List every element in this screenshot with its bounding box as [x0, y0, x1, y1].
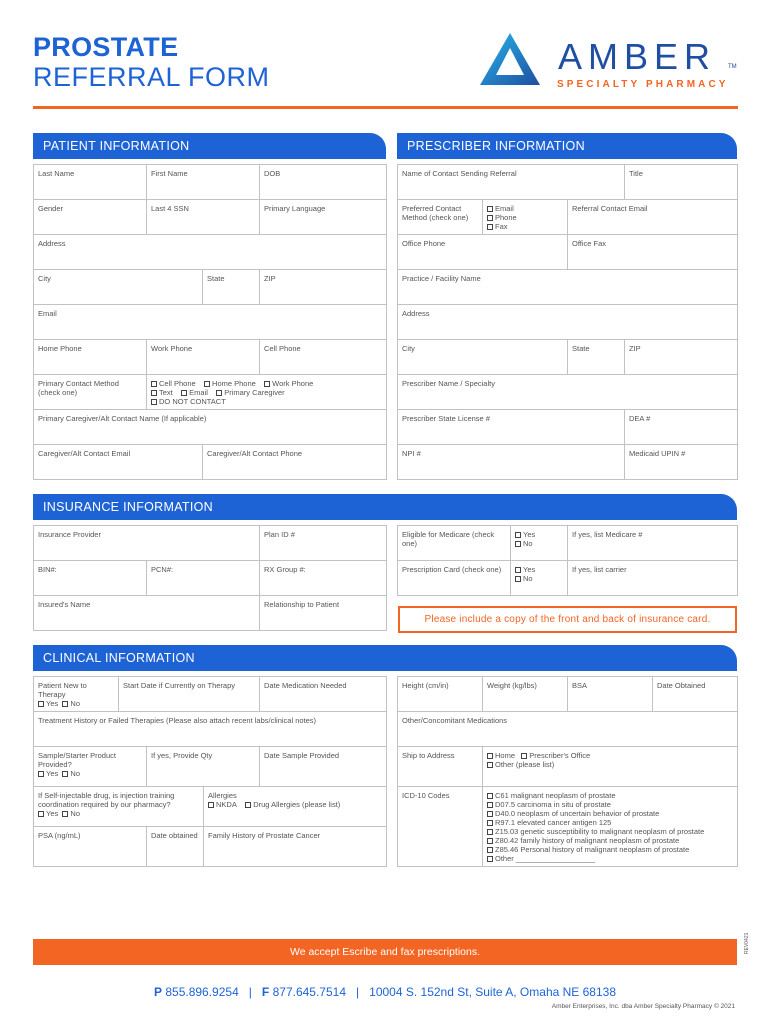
last-name-field[interactable]: Last Name [34, 165, 147, 200]
bin-field[interactable]: BIN#: [34, 561, 147, 596]
checkbox-icon[interactable] [487, 829, 493, 835]
family-history-field[interactable]: Family History of Prostate Cancer [204, 827, 387, 867]
icd-codes-list [483, 787, 738, 867]
new-to-therapy-field: Patient New to Therapy Yes No [34, 677, 119, 712]
logo-wordmark: AMBER [558, 36, 717, 77]
contact-name-field[interactable]: Name of Contact Sending Referral [398, 165, 625, 200]
form-title-line1: PROSTATE [33, 32, 179, 62]
prescriber-state-field[interactable]: State [568, 340, 625, 375]
injection-training-field: If Self-injectable drug, is injection training coordination required by our pharmacy? Yes No [34, 787, 204, 827]
dea-field[interactable]: DEA # [625, 410, 738, 445]
work-phone-field[interactable]: Work Phone [147, 340, 260, 375]
checkbox-icon[interactable] [38, 811, 44, 817]
prescriber-zip-field[interactable]: ZIP [625, 340, 738, 375]
office-fax-field[interactable]: Office Fax [568, 235, 738, 270]
npi-field[interactable]: NPI # [398, 445, 625, 480]
icd-code-item[interactable]: D40.0 neoplasm of uncertain behavior of prostate [487, 809, 733, 818]
checkbox-icon[interactable] [181, 390, 187, 396]
date-obtained-field[interactable]: Date Obtained [653, 677, 738, 712]
caregiver-email-field[interactable]: Caregiver/Alt Contact Email [34, 445, 203, 480]
insurance-provider-field[interactable]: Insurance Provider [34, 526, 260, 561]
rx-card-label: Prescription Card (check one) [398, 561, 511, 596]
prescriber-info-table [397, 164, 738, 480]
insurance-card-note: Please include a copy of the front and back of insurance card. [398, 606, 737, 633]
bsa-field[interactable]: BSA [568, 677, 653, 712]
checkbox-icon[interactable] [487, 224, 493, 230]
checkbox-icon[interactable] [151, 390, 157, 396]
office-phone-field[interactable]: Office Phone [398, 235, 568, 270]
clinical-right-table [397, 676, 738, 867]
checkbox-icon[interactable] [487, 811, 493, 817]
logo-subtitle: SPECIALTY PHARMACY [557, 79, 729, 90]
icd-code-item[interactable]: Other ___________________ [487, 854, 733, 863]
insurance-left-table [33, 525, 387, 631]
email-field[interactable]: Email [34, 305, 387, 340]
psa-field[interactable]: PSA (ng/mL) [34, 827, 147, 867]
treatment-history-field[interactable]: Treatment History or Failed Therapies (Please also attach recent labs/clinical notes) [34, 712, 387, 747]
plan-id-field[interactable]: Plan ID # [260, 526, 387, 561]
checkbox-icon[interactable] [487, 820, 493, 826]
patient-info-table [33, 164, 387, 480]
pcn-field[interactable]: PCN#: [147, 561, 260, 596]
allergies-field: Allergies NKDA Drug Allergies (please list) [204, 787, 387, 827]
weight-field[interactable]: Weight (kg/lbs) [483, 677, 568, 712]
pref-contact-options: Email Phone Fax [483, 200, 568, 235]
patient-section-header: PATIENT INFORMATION [33, 133, 386, 159]
checkbox-icon[interactable] [151, 399, 157, 405]
sample-provided-field: Sample/Starter Product Provided? Yes No [34, 747, 147, 787]
form-title-line2: REFERRAL FORM [33, 62, 270, 92]
medicare-label: Eligible for Medicare (check one) [398, 526, 511, 561]
checkbox-icon[interactable] [515, 567, 521, 573]
date-sample-field[interactable]: Date Sample Provided [260, 747, 387, 787]
checkbox-icon[interactable] [487, 762, 493, 768]
checkbox-icon[interactable] [264, 381, 270, 387]
clinical-section-header: CLINICAL INFORMATION [33, 645, 737, 671]
checkbox-icon[interactable] [204, 381, 210, 387]
fax-label: F [261, 985, 270, 999]
title-divider [33, 106, 738, 109]
clinical-left-table [33, 676, 387, 867]
pharmacy-address: 10004 S. 152nd St, Suite A, Omaha NE 68138 [369, 985, 616, 999]
practice-name-field[interactable]: Practice / Facility Name [398, 270, 738, 305]
dob-field[interactable]: DOB [260, 165, 387, 200]
insurance-section-header: INSURANCE INFORMATION [33, 494, 737, 520]
gender-field[interactable]: Gender [34, 200, 147, 235]
primary-contact-options: Cell Phone Home Phone Work Phone Text Email Primary Caregiver DO NOT CONTACT [147, 375, 387, 410]
medicare-options: Yes No [511, 526, 568, 561]
caregiver-phone-field[interactable]: Caregiver/Alt Contact Phone [203, 445, 387, 480]
prescriber-address-field[interactable]: Address [398, 305, 738, 340]
referral-email-field[interactable]: Referral Contact Email [568, 200, 738, 235]
checkbox-icon[interactable] [38, 771, 44, 777]
checkbox-icon[interactable] [521, 753, 527, 759]
icd-code-item[interactable]: Z15.03 genetic susceptibility to malignant neoplasm of prostate [487, 827, 733, 836]
home-phone-field[interactable]: Home Phone [34, 340, 147, 375]
phone-label: P [153, 985, 162, 999]
checkbox-icon[interactable] [487, 802, 493, 808]
checkbox-icon[interactable] [62, 771, 68, 777]
last4-ssn-field[interactable]: Last 4 SSN [147, 200, 260, 235]
insurance-right-table [397, 525, 738, 596]
medicare-number-field[interactable]: If yes, list Medicare # [568, 526, 738, 561]
prescriber-name-field[interactable]: Prescriber Name / Specialty [398, 375, 738, 410]
checkbox-icon[interactable] [487, 793, 493, 799]
prescriber-city-field[interactable]: City [398, 340, 568, 375]
checkbox-icon[interactable] [487, 215, 493, 221]
separator: | [248, 985, 252, 999]
ship-to-label: Ship to Address [398, 747, 483, 787]
primary-contact-label: Primary Contact Method (check one) [34, 375, 147, 410]
insured-name-field[interactable]: Insured's Name [34, 596, 260, 631]
date-needed-field[interactable]: Date Medication Needed [260, 677, 387, 712]
icd-code-item[interactable]: D07.5 carcinoma in situ of prostate [487, 800, 733, 809]
caregiver-name-field[interactable]: Primary Caregiver/Alt Contact Name (If applicable) [34, 410, 387, 445]
separator: | [356, 985, 360, 999]
contact-line [0, 985, 770, 999]
checkbox-icon[interactable] [151, 381, 157, 387]
icd-label: ICD-10 Codes [398, 787, 483, 867]
address-field[interactable]: Address [34, 235, 387, 270]
start-date-field[interactable]: Start Date if Currently on Therapy [119, 677, 260, 712]
copyright-text: Amber Enterprises, Inc. dba Amber Specialty Pharmacy © 2021 [551, 1003, 735, 1010]
phone-number[interactable]: 855.896.9254 [165, 985, 239, 999]
checkbox-icon[interactable] [487, 838, 493, 844]
height-field[interactable]: Height (cm/in) [398, 677, 483, 712]
cell-phone-field[interactable]: Cell Phone [260, 340, 387, 375]
checkbox-icon[interactable] [487, 206, 493, 212]
icd-code-item[interactable]: C61 malignant neoplasm of prostate [487, 791, 733, 800]
icd-code-item[interactable]: R97.1 elevated cancer antigen 125 [487, 818, 733, 827]
title-field[interactable]: Title [625, 165, 738, 200]
checkbox-icon[interactable] [245, 802, 251, 808]
state-field[interactable]: State [203, 270, 260, 305]
ship-to-options: Home Prescriber's Office Other (please list) [483, 747, 738, 787]
fax-number: 877.645.7514 [272, 985, 346, 999]
icd-code-item[interactable]: Z85.46 Personal history of malignant neoplasm of prostate [487, 845, 733, 854]
logo-trademark: TM [728, 64, 737, 70]
icd-code-item[interactable]: Z80.42 family history of malignant neoplasm of prostate [487, 836, 733, 845]
license-field[interactable]: Prescriber State License # [398, 410, 625, 445]
other-meds-field[interactable]: Other/Concomitant Medications [398, 712, 738, 747]
checkbox-icon[interactable] [38, 701, 44, 707]
carrier-field[interactable]: If yes, list carrier [568, 561, 738, 596]
primary-language-field[interactable]: Primary Language [260, 200, 387, 235]
checkbox-icon[interactable] [62, 811, 68, 817]
checkbox-icon[interactable] [216, 390, 222, 396]
relationship-field[interactable]: Relationship to Patient [260, 596, 387, 631]
pref-contact-label: Preferred Contact Method (check one) [398, 200, 483, 235]
prescriber-section-header: PRESCRIBER INFORMATION [397, 133, 737, 159]
checkbox-icon[interactable] [487, 847, 493, 853]
checkbox-icon[interactable] [62, 701, 68, 707]
checkbox-icon[interactable] [208, 802, 214, 808]
rx-group-field[interactable]: RX Group #: [260, 561, 387, 596]
psa-date-field[interactable]: Date obtained [147, 827, 204, 867]
escribe-banner: We accept Escribe and fax prescriptions. [33, 939, 737, 965]
checkbox-icon[interactable] [487, 856, 493, 862]
first-name-field[interactable]: First Name [147, 165, 260, 200]
checkbox-icon[interactable] [515, 532, 521, 538]
checkbox-icon[interactable] [515, 576, 521, 582]
rx-card-options: Yes No [511, 561, 568, 596]
checkbox-icon[interactable] [515, 541, 521, 547]
city-field[interactable]: City [34, 270, 203, 305]
zip-field[interactable]: ZIP [260, 270, 387, 305]
medicaid-field[interactable]: Medicaid UPIN # [625, 445, 738, 480]
sample-qty-field[interactable]: If yes, Provide Qty [147, 747, 260, 787]
checkbox-icon[interactable] [487, 753, 493, 759]
revision-code: REV0421 [744, 932, 750, 954]
